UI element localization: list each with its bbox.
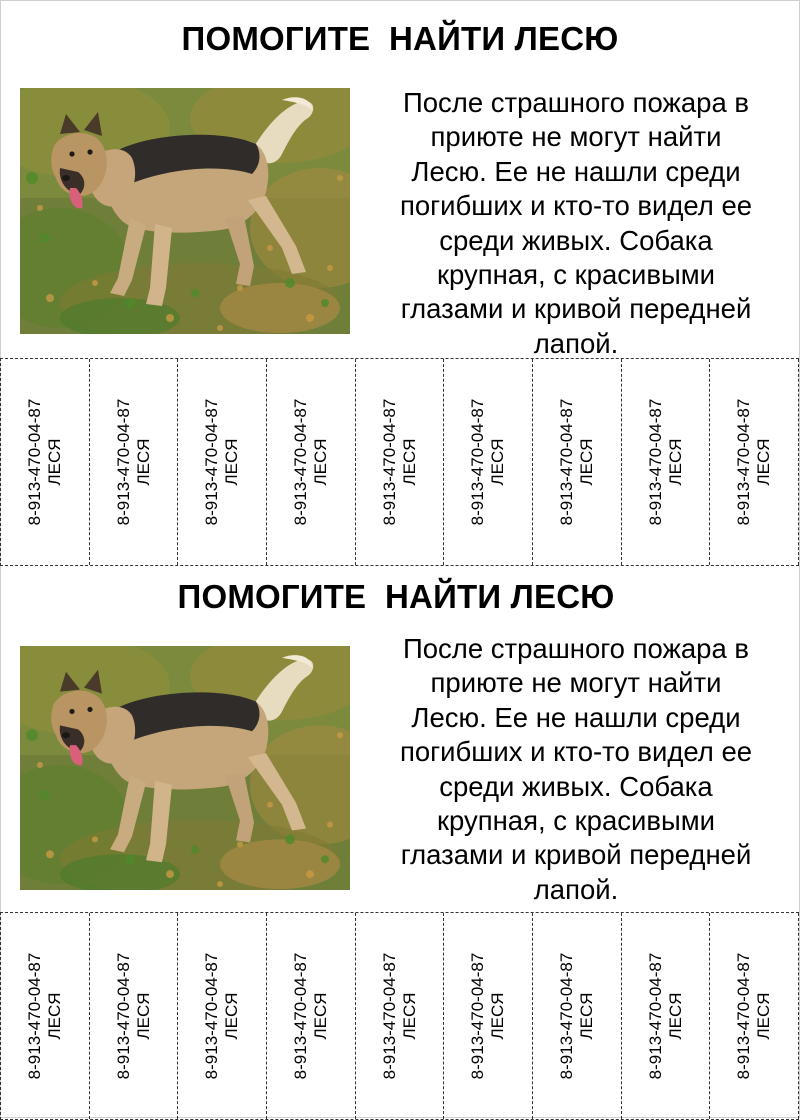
tab-name: ЛЕСЯ [399, 992, 419, 1040]
tear-off-tab[interactable] [267, 359, 356, 565]
tear-off-tab[interactable] [622, 913, 711, 1119]
tear-off-tab[interactable] [1, 913, 90, 1119]
tab-phone: 8-913-470-04-87 [734, 952, 754, 1080]
tear-off-tab[interactable] [178, 913, 267, 1119]
tab-phone: 8-913-470-04-87 [645, 398, 665, 526]
description-line: Лесю. Ее не нашли среди [411, 155, 741, 187]
tab-name: ЛЕСЯ [754, 438, 774, 486]
tab-name: ЛЕСЯ [754, 992, 774, 1040]
tear-off-tabs [0, 358, 799, 566]
tear-off-tab[interactable] [267, 913, 356, 1119]
tear-off-tab[interactable] [356, 913, 445, 1119]
description-line: После страшного пожара в [402, 633, 750, 664]
tab-name: ЛЕСЯ [133, 438, 153, 486]
tab-phone: 8-913-470-04-87 [556, 952, 576, 1080]
description-line: После страшного пожара в [402, 87, 750, 118]
flyer-description [372, 86, 780, 361]
tab-name: ЛЕСЯ [222, 438, 242, 486]
tab-name: ЛЕСЯ [310, 992, 330, 1040]
tear-off-tab[interactable] [533, 359, 622, 565]
tab-phone: 8-913-470-04-87 [468, 398, 488, 526]
description-line: среди живых. Собака [439, 224, 713, 256]
flyer-description [372, 632, 780, 907]
tab-name: ЛЕСЯ [576, 992, 596, 1040]
tab-name: ЛЕСЯ [576, 438, 596, 486]
dog-photo [20, 88, 350, 334]
tab-phone: 8-913-470-04-87 [556, 398, 576, 526]
tab-name: ЛЕСЯ [488, 438, 508, 486]
tear-off-tab[interactable] [90, 913, 179, 1119]
dog-photo [20, 646, 350, 890]
tab-phone: 8-913-470-04-87 [202, 952, 222, 1080]
description-line: лапой. [533, 327, 619, 359]
tear-off-tab[interactable] [178, 359, 267, 565]
tab-phone: 8-913-470-04-87 [468, 952, 488, 1080]
description-line: крупная, с красивыми [436, 805, 716, 837]
tear-off-tab[interactable] [90, 359, 179, 565]
tab-phone: 8-913-470-04-87 [24, 398, 44, 526]
tear-off-tab[interactable] [710, 359, 799, 565]
description-line: приюте не могут найти [430, 667, 722, 699]
tab-name: ЛЕСЯ [44, 992, 64, 1040]
flyer-title: ПОМОГИТЕ НАЙТИ ЛЕСЮ [181, 20, 619, 57]
description-line: Лесю. Ее не нашли среди [411, 701, 741, 733]
tab-name: ЛЕСЯ [222, 992, 242, 1040]
tear-off-tabs [0, 912, 799, 1120]
description-line: погибших и кто-то видел ее [399, 736, 753, 768]
description-line: среди живых. Собака [439, 770, 713, 802]
tab-phone: 8-913-470-04-87 [734, 398, 754, 526]
tab-phone: 8-913-470-04-87 [645, 952, 665, 1080]
description-line: глазами и кривой передней [400, 839, 752, 871]
description-line: крупная, с красивыми [436, 259, 716, 291]
tab-phone: 8-913-470-04-87 [113, 952, 133, 1080]
description-line: глазами и кривой передней [400, 293, 752, 325]
tab-name: ЛЕСЯ [399, 438, 419, 486]
tab-name: ЛЕСЯ [133, 992, 153, 1040]
tear-off-tab[interactable] [622, 359, 711, 565]
tear-off-tab[interactable] [356, 359, 445, 565]
tear-off-tab[interactable] [533, 913, 622, 1119]
description-line: погибших и кто-то видел ее [399, 190, 753, 222]
tear-off-tab[interactable] [710, 913, 799, 1119]
tab-phone: 8-913-470-04-87 [113, 398, 133, 526]
tab-name: ЛЕСЯ [665, 438, 685, 486]
tab-name: ЛЕСЯ [310, 438, 330, 486]
tab-name: ЛЕСЯ [488, 992, 508, 1040]
tab-phone: 8-913-470-04-87 [290, 952, 310, 1080]
tab-name: ЛЕСЯ [44, 438, 64, 486]
description-line: лапой. [533, 873, 619, 905]
tab-name: ЛЕСЯ [665, 992, 685, 1040]
tab-phone: 8-913-470-04-87 [290, 398, 310, 526]
tear-off-tab[interactable] [444, 913, 533, 1119]
tab-phone: 8-913-470-04-87 [379, 398, 399, 526]
tab-phone: 8-913-470-04-87 [379, 952, 399, 1080]
tab-phone: 8-913-470-04-87 [24, 952, 44, 1080]
description-line: приюте не могут найти [430, 121, 722, 153]
tear-off-tab[interactable] [444, 359, 533, 565]
tear-off-tab[interactable] [1, 359, 90, 565]
flyer-title: ПОМОГИТЕ НАЙТИ ЛЕСЮ [177, 578, 615, 615]
tab-phone: 8-913-470-04-87 [202, 398, 222, 526]
